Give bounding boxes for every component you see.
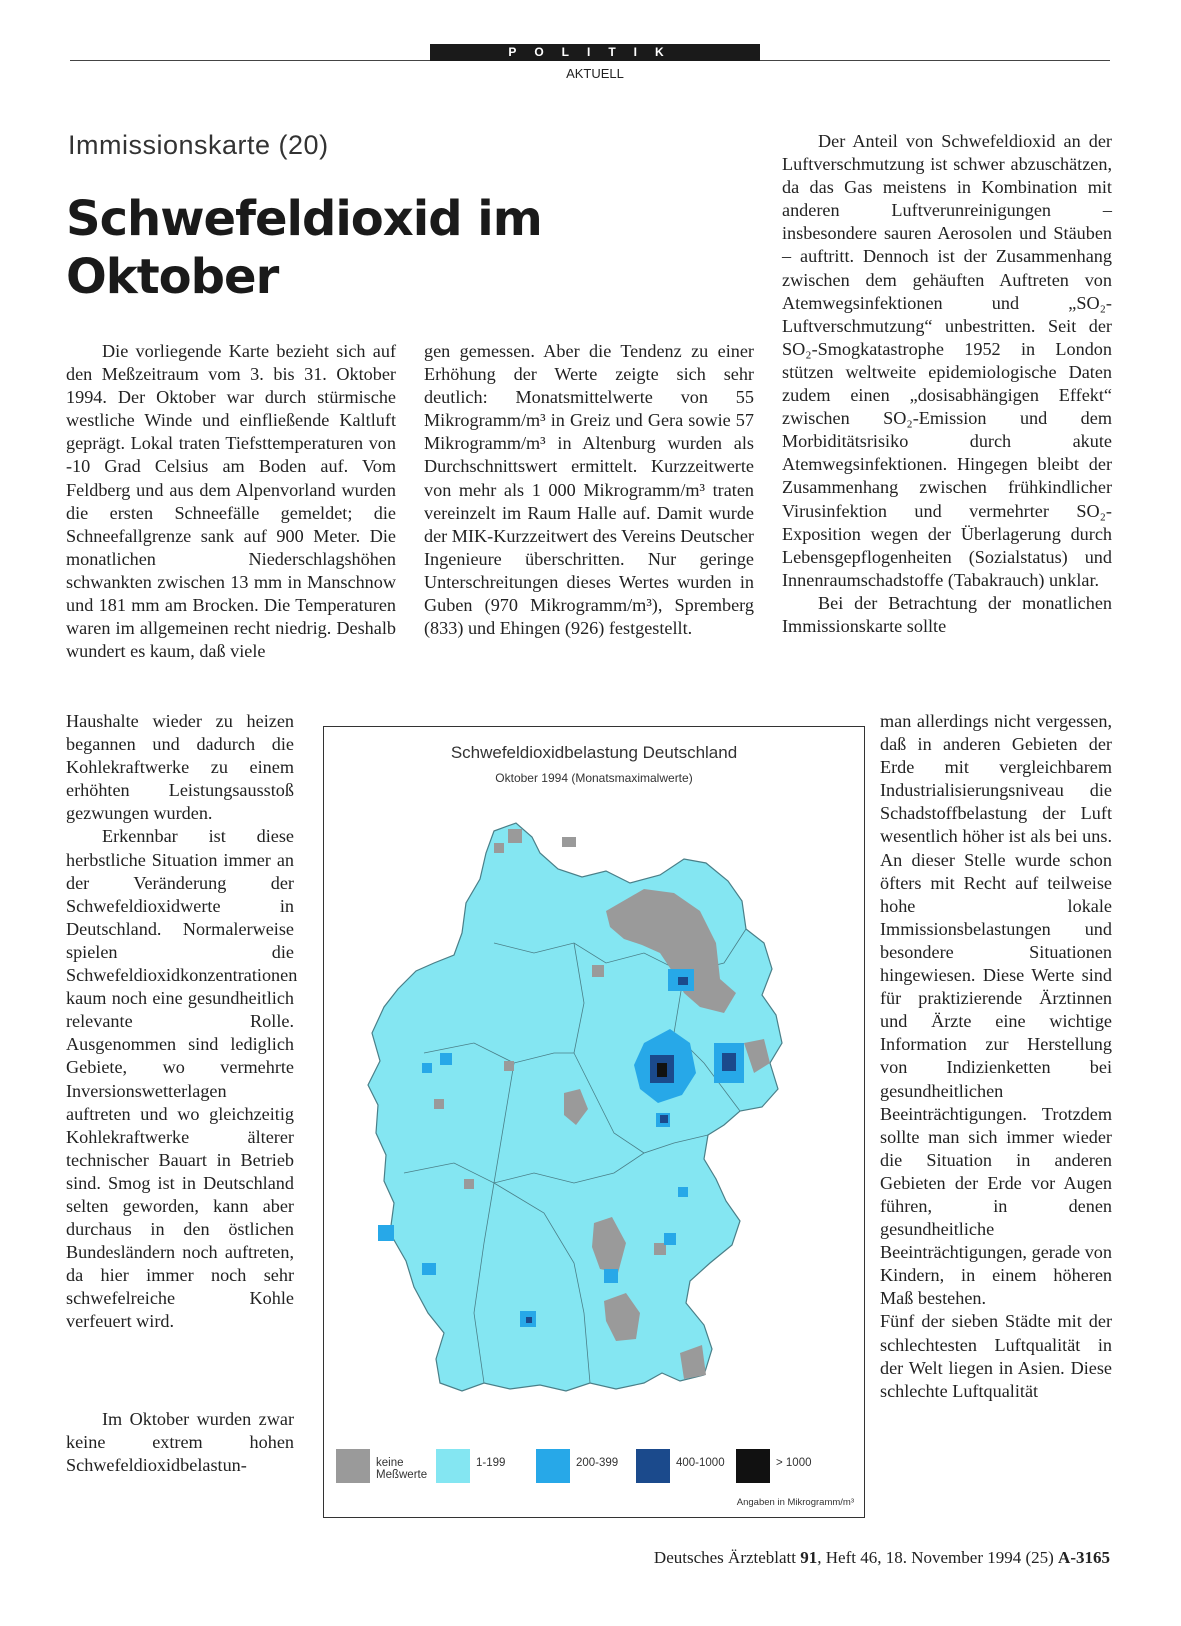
footer-issue: , Heft 46, 18. November 1994 (25) [817,1548,1054,1567]
headline-line-2: Oktober [66,249,279,305]
paragraph: Erkennbar ist diese herbstliche Situation immer an der Veränderung der Schwefeldioxidwerte in Deutschland. Normalerweise spielen die Schwefeldioxidkonzentrationen kaum noch eine gesundheitlich relevante Rolle. Ausgenommen sind lediglich Gebiete, wo vermehrte Inversionswetterlagen auftreten und wo gleichzeitig Kohlekraftwerke älterer technischer Bauart in Betrieb sind. Smog ist in Deutschland selten geworden, kann aber durchaus in den östlichen Bundesländern noch auftreten, da hier immer noch sehr schwefelreiche Kohle verfeuert wird. [66,826,298,1332]
paragraph: Die vorliegende Karte bezieht sich auf den Meßzeitraum vom 3. bis 31. Oktober 1994. Der Oktober war durch stürmische westliche Winde und einfließende Kaltluft geprägt. Lokal traten Tiefsttemperaturen von -10 Grad Celsius am Boden auf. Vom Feldberg und aus dem Alpenvorland wurden die ersten Schneefälle gemeldet; die Schneefallgrenze sank auf 900 Meter. Die monatlichen Niederschlagshöhen schwankten zwischen 13 mm in Manschnow und 181 mm am Brocken. Die Temperaturen waren im allgemeinen recht niedrig. Deshalb wundert es kaum, daß viele [66,341,396,662]
column-1-bottom [66,1408,294,1477]
paragraph: gen gemessen. Aber die Tendenz zu einer Erhöhung der Werte zeigte sich sehr deutlich: Monatsmittelwerte von 55 Mikrogramm/m³ in Greiz und Gera sowie 57 Mikrogramm/m³ in Altenburg wurden als Durchschnittswert ermittelt. Kurzzeitwerte von mehr als 1 000 Mikrogramm/m³ traten vereinzelt im Raum Halle auf. Damit wurde der MIK-Kurzzeitwert des Vereins Deutscher Ingenieure überschritten. Nur geringe Unterschreitungen dieses Wertes wurden in Guben (970 Mikrogramm/m³), Spremberg (833) und Ehingen (926) festgestellt. [424,341,754,639]
article-headline [66,190,626,306]
legend-label: keine Meßwerte [376,1457,428,1481]
subsection-label: AKTUELL [566,66,624,81]
column-1-top [66,340,396,663]
footer-journal: Deutsches Ärzteblatt [653,1548,797,1567]
paragraph: Fünf der sieben Städte mit der schlechtesten Luftqualität in der Welt liegen in Asien. Diese schlechte Luftqualität [880,1311,1112,1401]
paragraph: Bei der Betrachtung der monatlichen Immissionskarte sollte [782,592,1112,636]
legend-swatch [736,1449,770,1483]
headline-line-1: Schwefeldioxid im [66,191,542,247]
figure-title: Schwefeldioxidbelastung Deutschland [450,743,738,762]
column-3-narrow [880,710,1112,1403]
legend-label: 400-1000 [676,1457,725,1469]
legend-swatch [436,1449,470,1483]
legend-unit-note: Angaben in Mikrogramm/m³ [736,1497,854,1508]
section-label: POLITIK [430,44,760,61]
footer-volume: 91 [800,1548,818,1567]
column-1-narrow [66,710,298,1334]
legend-swatch [636,1449,670,1483]
column-3-top [782,130,1112,638]
figure-subtitle: Oktober 1994 (Monatsmaximalwerte) [495,771,693,785]
map-figure [323,726,865,1518]
germany-map [344,793,844,1441]
legend-swatch [536,1449,570,1483]
map-legend [324,1445,864,1515]
paragraph: Im Oktober wurden zwar keine extrem hohen Schwefeldioxidbelastun- [66,1409,294,1476]
paragraph: Der Anteil von Schwefeldioxid an der Luftverschmutzung ist schwer abzuschätzen, da das Gas meistens in Kombination mit anderen Luftverunreinigungen – insbesondere sauren Aerosolen und Stäuben – auftritt. Dennoch ist der Zusammenhang zwischen dem gehäuften Auftreten von Atemwegsinfektionen und „SO₂-Luftverschmutzung“ unbestritten. Seit der SO₂-Smogkatastrophe 1952 in London stützen weltweite epidemiologische Daten zudem einen „dosisabhängigen Effekt“ zwischen SO₂-Emission und dem Morbiditätsrisiko durch akute Atemwegsinfektionen. Hingegen bleibt der Zusammenhang zwischen frühkindlicher Virusinfektion und vermehrter SO₂-Exposition wegen der Überlagerung durch Lebensgepflogenheiten (Sozialstatus) und Innenraumschadstoffe (Tabakrauch) unklar. [782,131,1112,590]
legend-label: 1-199 [476,1457,506,1469]
column-2 [424,340,754,640]
legend-label: > 1000 [776,1457,812,1469]
paragraph: man allerdings nicht vergessen, daß in anderen Gebieten der Erde mit vergleichbarem Industrialisierungsniveau die Schadstoffbelastung der Luft wesentlich höher ist als bei uns. An dieser Stelle wurde schon öfters mit Recht auf teilweise hohe lokale Immissionsbelastungen und besondere Situationen hingewiesen. Diese Werte sind für praktizierende Ärztinnen und Ärzte eine wichtige Information zur Herstellung von Indizienketten bei gesundheitlichen Beeinträchtigungen. Trotzdem sollte man sich immer wieder die Situation in anderen Gebieten der Erde vor Augen führen, in denen gesundheitliche Beeinträchtigungen, gerade von Kindern, in einem höheren Maß bestehen. [880,711,1112,1309]
legend-swatch [336,1449,370,1483]
very-high-regions [657,1063,667,1077]
footer-page: A-3165 [1058,1548,1110,1567]
article-kicker: Immissionskarte (20) [68,130,329,160]
legend-label: 200-399 [576,1457,619,1469]
paragraph: Haushalte wieder zu heizen begannen und dadurch die Kohlekraftwerke zu einem erhöhten Leistungsausstoß gezwungen wurden. [66,711,294,824]
page-footer [560,1548,1110,1568]
